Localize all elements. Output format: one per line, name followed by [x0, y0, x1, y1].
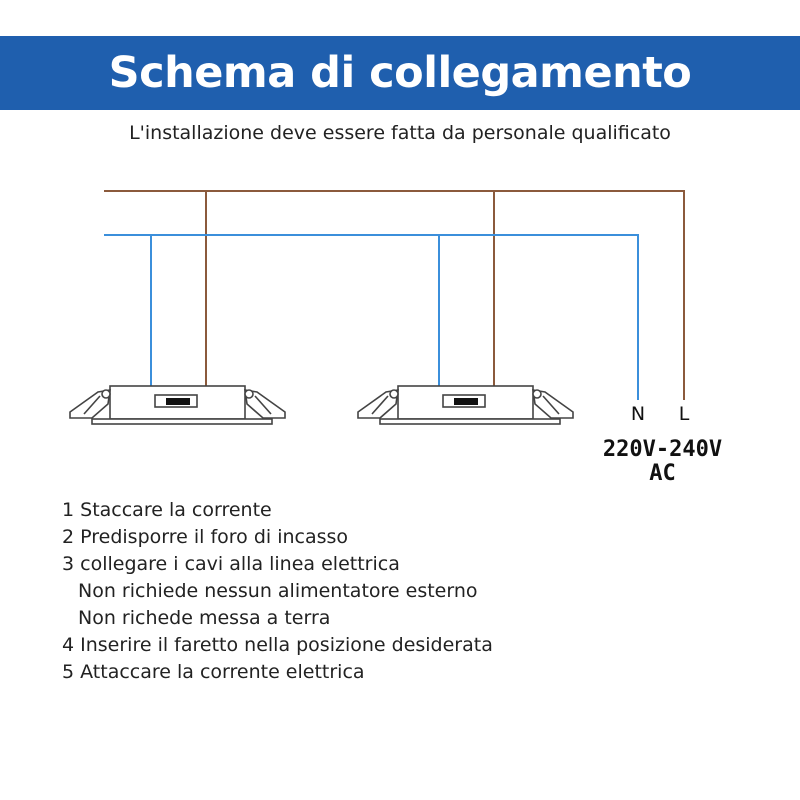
- installation-steps: [62, 497, 493, 686]
- step-item: 2 Predisporre il foro di incasso: [62, 526, 349, 548]
- live-main-wire: [104, 191, 684, 400]
- voltage-type: AC: [649, 461, 676, 486]
- step-item: 3 collegare i cavi alla linea elettrica: [62, 553, 400, 575]
- step-item: 4 Inserire il faretto nella posizione desiderata: [62, 634, 493, 656]
- live-wires: [104, 191, 684, 400]
- step-item: 5 Attaccare la corrente elettrica: [62, 661, 365, 683]
- installation-note: L'installazione deve essere fatta da personale qualificato: [129, 122, 671, 144]
- step-note: Non richede messa a terra: [78, 607, 331, 629]
- neutral-wires: [104, 235, 638, 400]
- spotlight-2: [358, 386, 573, 424]
- voltage-rating: [585, 438, 740, 486]
- step-note: Non richiede nessun alimentatore esterno: [78, 580, 478, 602]
- spotlight-1: [70, 386, 285, 424]
- terminal-n-label: N: [630, 403, 646, 425]
- terminal-l-label: L: [678, 403, 690, 425]
- neutral-main-wire: [104, 235, 638, 400]
- voltage-range: 220V-240V: [602, 437, 723, 462]
- page-title: Schema di collegamento: [108, 48, 692, 98]
- step-item: 1 Staccare la corrente: [62, 499, 272, 521]
